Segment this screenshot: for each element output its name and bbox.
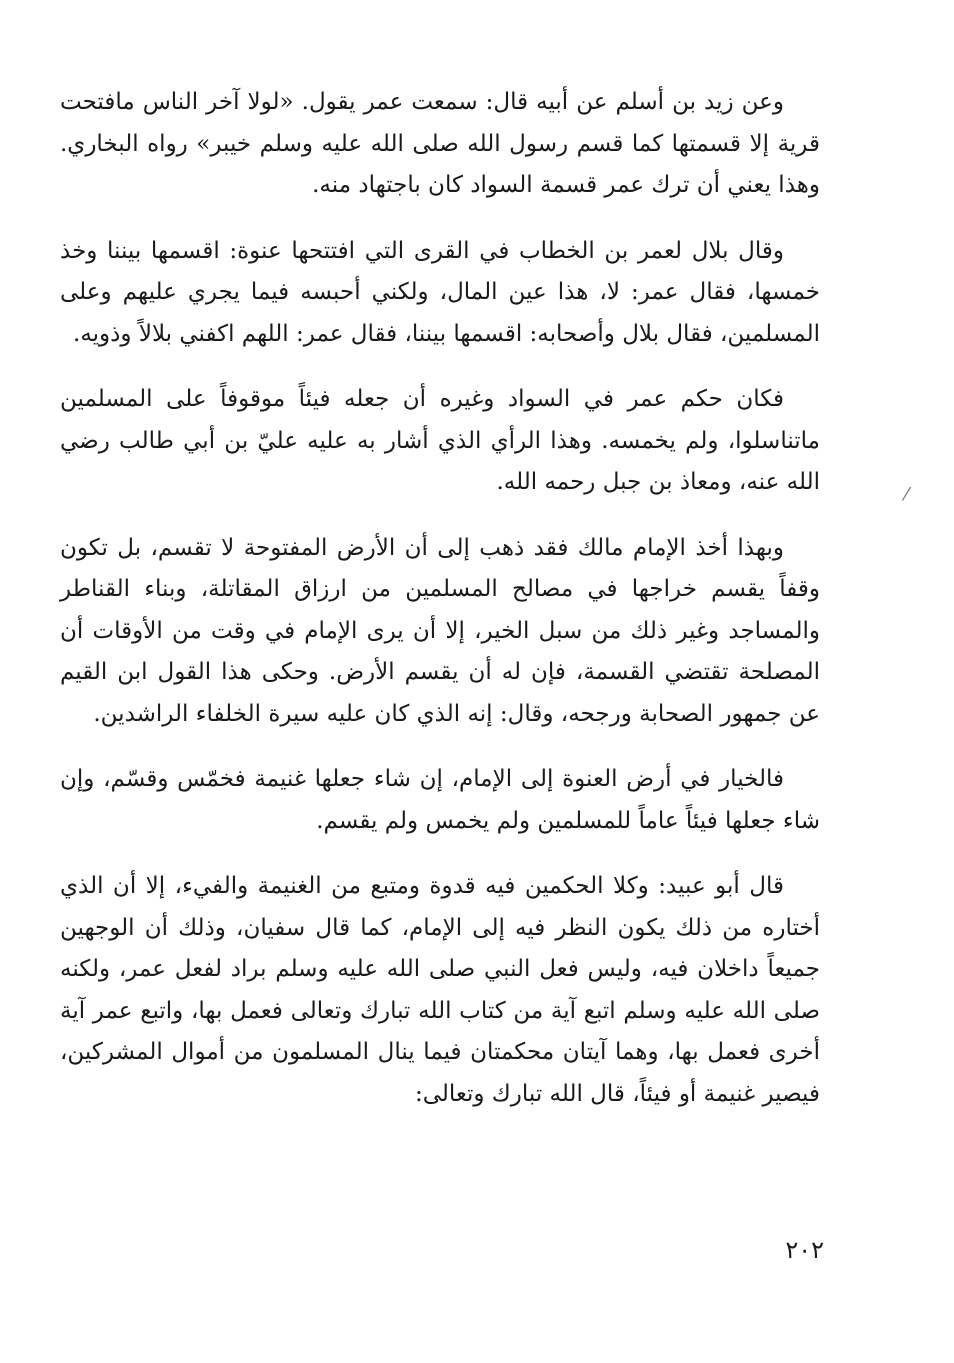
paragraph-6: قال أبو عبيد: وكلا الحكمين فيه قدوة ومتبع من الغنيمة والفيء، إلا أن الذي أختاره من ذلك يكون النظر فيه إلى الإمام، كما قال سفيان، وذلك أن الوجهين جميعاً داخلان فيه، وليس فعل النبي صلى الله عليه وسلم براد لفعل عمر، ولكنه صلى الله عليه وسلم اتبع آية من كتاب الله تبارك وتعالى فعمل بها، واتبع عمر آية أخرى فعمل بها، وهما آيتان محكمتان فيما ينال المسلمون من أموال المشركين، فيصير غنيمة أو فيئاً، قال الله تبارك وتعالى: [60, 873, 820, 1107]
body-text [60, 82, 820, 1115]
page-number: ٢٠٢ [785, 1236, 824, 1264]
paragraph-3: فكان حكم عمر في السواد وغيره أن جعله فيئاً موقوفاً على المسلمين ماتناسلوا، ولم يخمسه. وهذا الرأي الذي أشار به عليه عليّ بن أبي طالب رضي الله عنه، ومعاذ بن جبل رحمه الله. [60, 386, 820, 495]
paragraph-4: وبهذا أخذ الإمام مالك فقد ذهب إلى أن الأرض المفتوحة لا تقسم، بل تكون وقفاً يقسم خراجها في مصالح المسلمين من ارزاق المقاتلة، وبناء القناطر والمساجد وغير ذلك من سبل الخير، إلا أن يرى الإمام في وقت من الأوقات أن المصلحة تقتضي القسمة، فإن له أن يقسم الأرض. وحكى هذا القول ابن القيم عن جمهور الصحابة ورجحه، وقال: إنه الذي كان عليه سيرة الخلفاء الراشدين. [60, 534, 820, 727]
margin-tick-mark: ⁄ [905, 484, 909, 505]
paragraph-5: فالخيار في أرض العنوة إلى الإمام، إن شاء جعلها غنيمة فخمّس وقسّم، وإن شاء جعلها فيئاً عاماً للمسلمين ولم يخمس ولم يقسم. [60, 766, 820, 834]
paragraph-1: وعن زيد بن أسلم عن أبيه قال: سمعت عمر يقول. «لولا آخر الناس مافتحت قرية إلا قسمتها كما قسم رسول الله صلى الله عليه وسلم خيبر» رواه البخاري. وهذا يعني أن ترك عمر قسمة السواد كان باجتهاد منه. [60, 89, 820, 198]
paragraph-2: وقال بلال لعمر بن الخطاب في القرى التي افتتحها عنوة: اقسمها بيننا وخذ خمسها، فقال عمر: لا، هذا عين المال، ولكني أحبسه فيما يجري عليهم وعلى المسلمين، فقال بلال وأصحابه: اقسمها بيننا، فقال عمر: اللهم اكفني بلالاً وذويه. [60, 237, 820, 347]
